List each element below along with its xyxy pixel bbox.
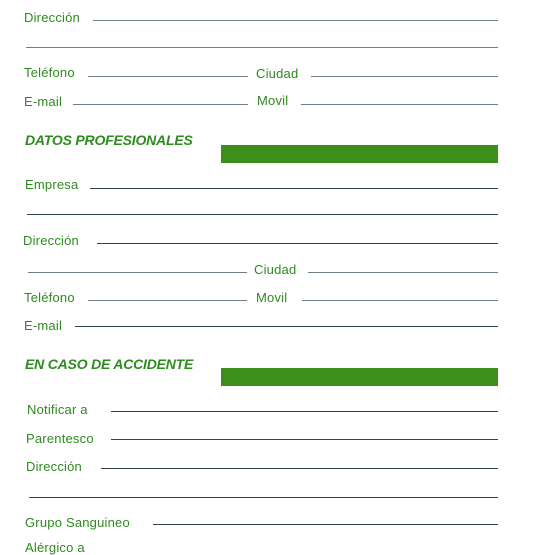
notificar-label: Notificar a [27, 402, 88, 417]
direccion-label: Dirección [24, 10, 80, 25]
ciudad-field[interactable] [311, 76, 498, 77]
section-bar-profesionales [221, 145, 498, 163]
section-heading-accidente: EN CASO DE ACCIDENTE [25, 356, 194, 372]
prof-ciudad-label: Ciudad [254, 262, 297, 277]
empresa-field-line2[interactable] [27, 214, 498, 215]
prof-email-field[interactable] [75, 326, 498, 327]
prof-telefono-label: Teléfono [24, 290, 75, 305]
grupo-sanguineo-field[interactable] [153, 524, 498, 525]
ciudad-label: Ciudad [256, 66, 299, 81]
telefono-field[interactable] [88, 76, 248, 77]
notificar-field[interactable] [111, 411, 498, 412]
acc-direccion-field[interactable] [101, 468, 498, 469]
direccion-field-line2[interactable] [26, 47, 498, 48]
movil-label: Movil [257, 93, 289, 108]
acc-direccion-label: Dirección [26, 459, 82, 474]
prof-direccion-label: Dirección [23, 233, 79, 248]
prof-movil-field[interactable] [302, 300, 498, 301]
movil-field[interactable] [301, 104, 498, 105]
prof-telefono-field[interactable] [88, 300, 247, 301]
direccion-field[interactable] [93, 20, 498, 21]
empresa-field[interactable] [90, 188, 498, 189]
prof-ciudad-field[interactable] [308, 272, 498, 273]
prof-direccion-field[interactable] [97, 243, 498, 244]
alergico-label: Alérgico a [25, 540, 85, 555]
section-heading-profesionales: DATOS PROFESIONALES [25, 132, 193, 148]
email-field[interactable] [73, 104, 248, 105]
prof-email-label: E-mail [24, 318, 63, 333]
prof-movil-label: Movil [256, 290, 288, 305]
email-label: E-mail [24, 94, 63, 109]
empresa-label: Empresa [25, 177, 79, 192]
parentesco-label: Parentesco [26, 431, 94, 446]
telefono-label: Teléfono [24, 65, 75, 80]
grupo-sanguineo-label: Grupo Sanguineo [25, 515, 130, 530]
section-bar-accidente [221, 368, 498, 386]
prof-direccion-field-line2[interactable] [28, 272, 247, 273]
parentesco-field[interactable] [111, 439, 498, 440]
acc-direccion-field-line2[interactable] [29, 497, 498, 498]
